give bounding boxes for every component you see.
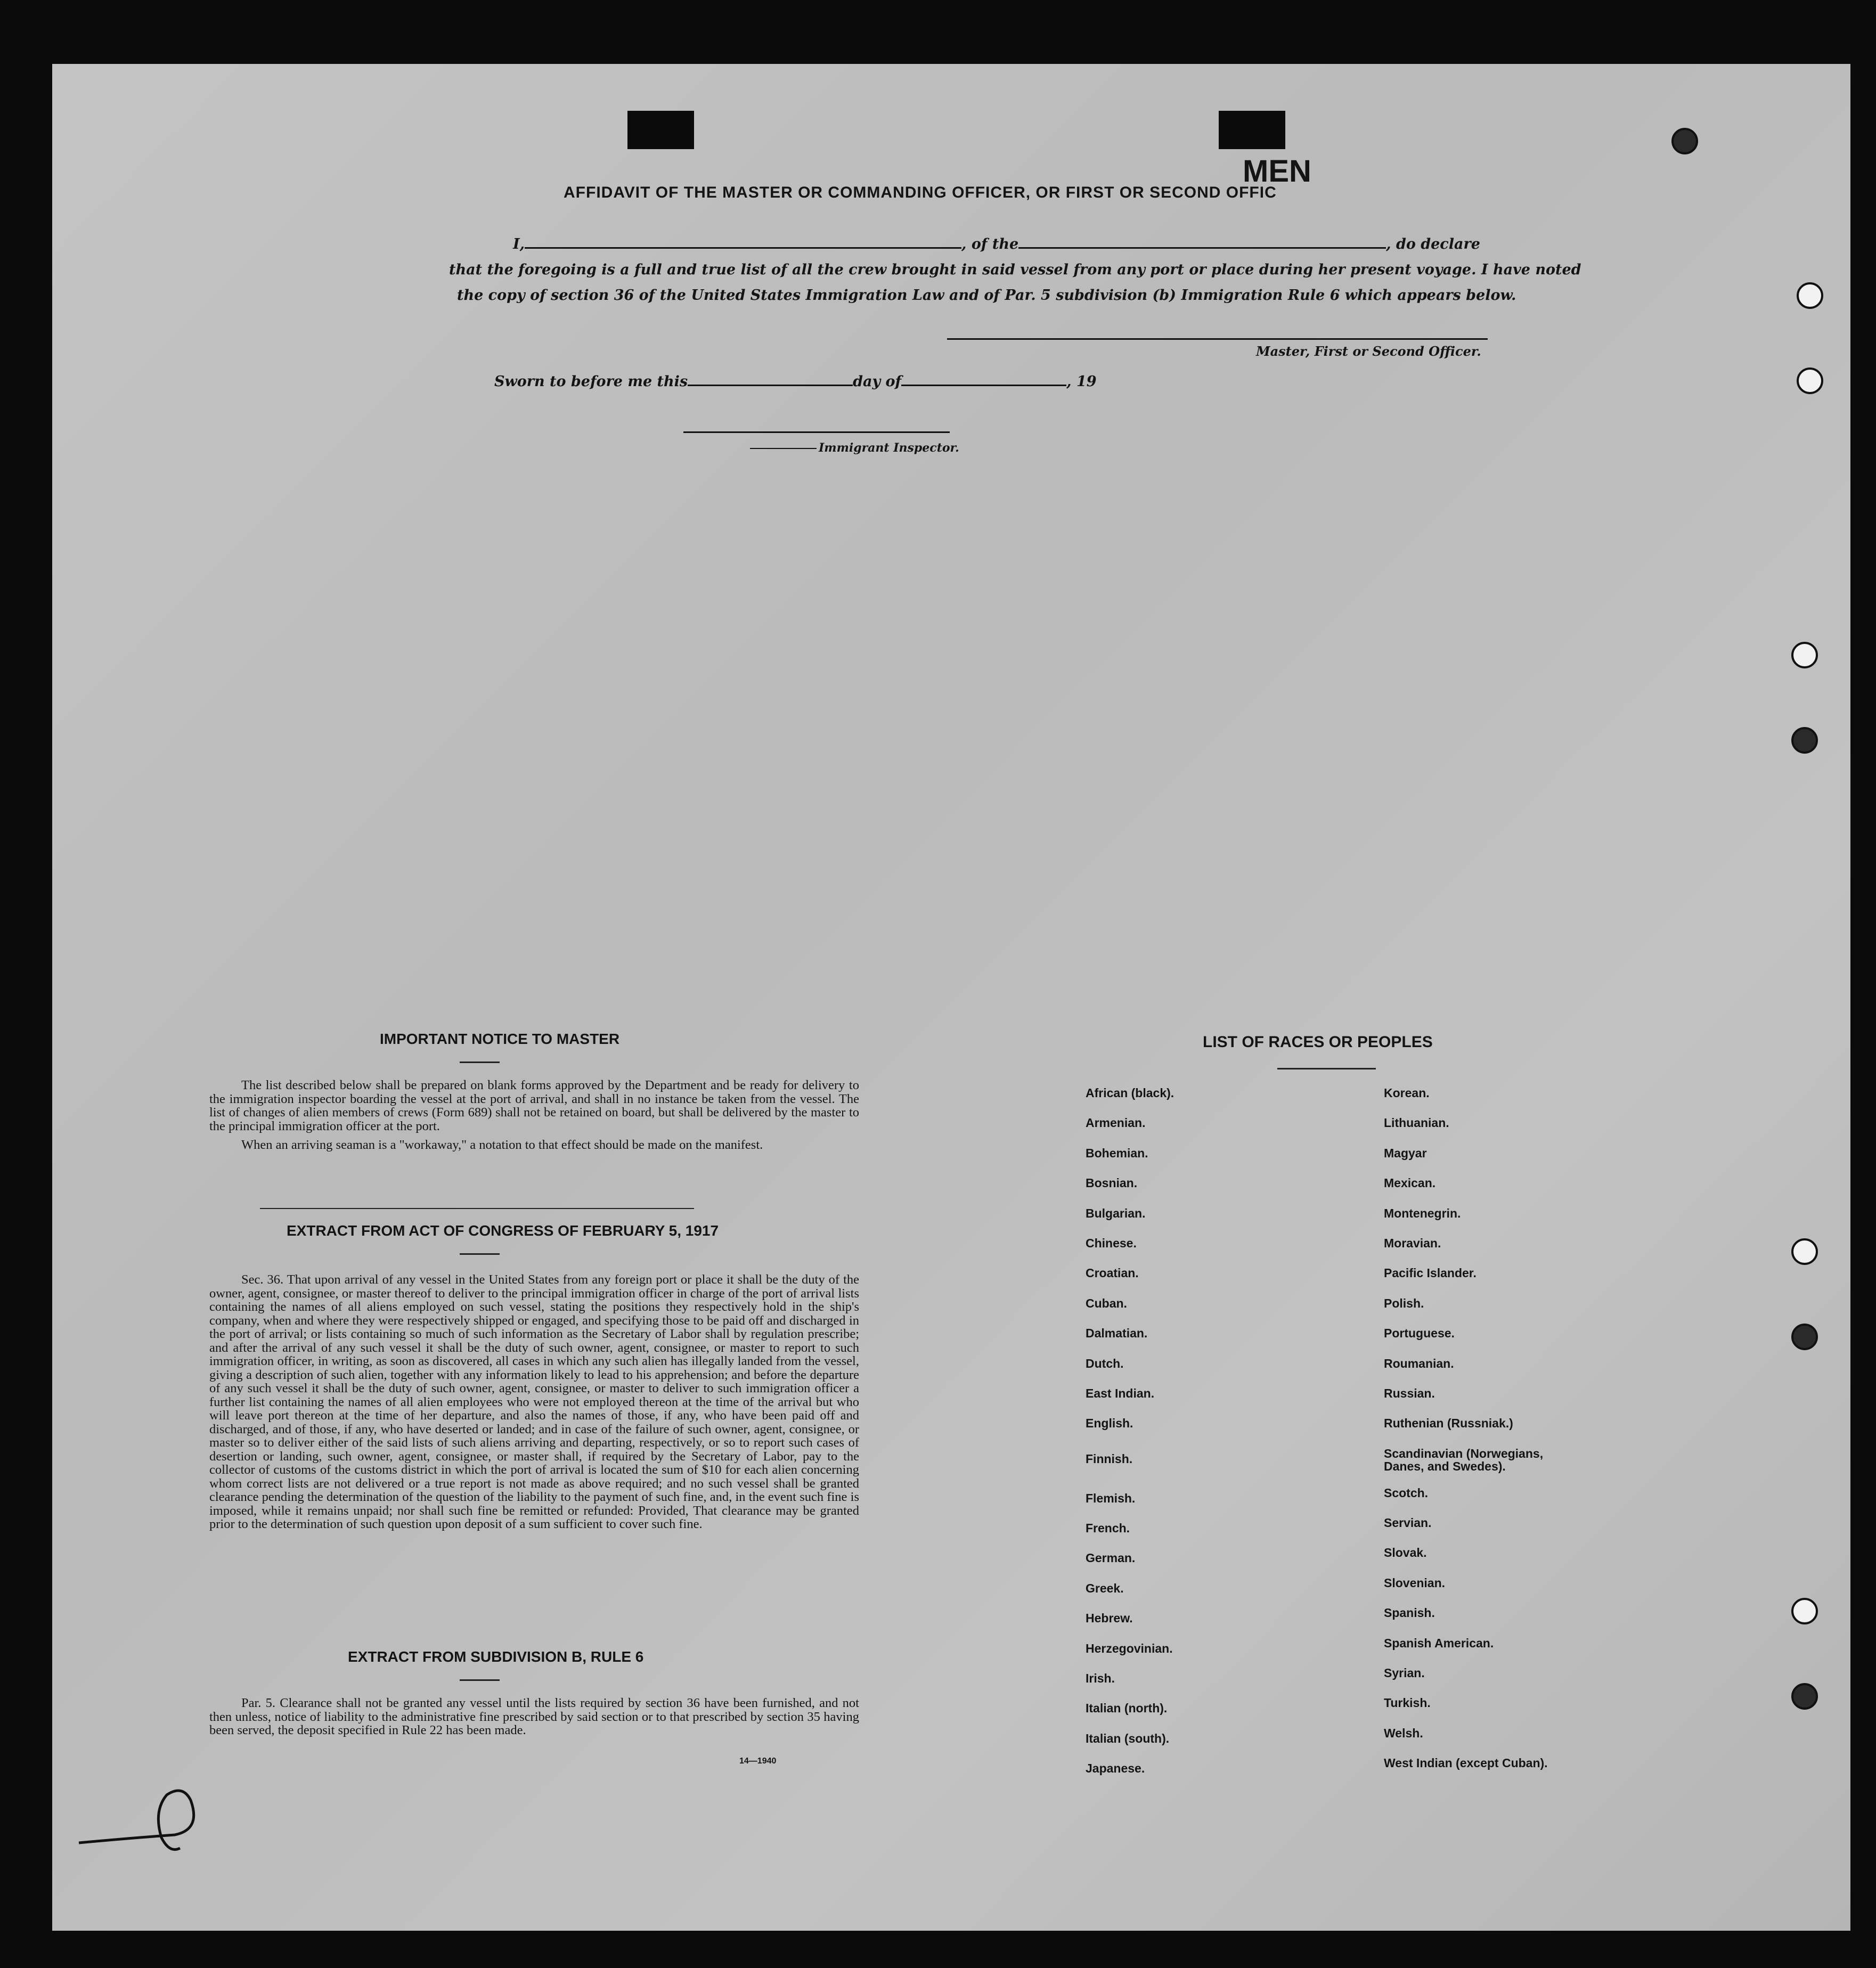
sworn-year: , 19 [1066, 373, 1097, 390]
declaration-line-3: the copy of section 36 of the United States Immigration Law and of Par. 5 subdivision (b) Immigration Rule 6 which appears below. [457, 287, 1516, 304]
sworn-statement [494, 372, 1097, 390]
notice-paragraph-2: When an arriving seaman is a "workaway," a notation to that effect should be made on the manifest. [241, 1138, 763, 1152]
manifest-sheet [52, 64, 1850, 1931]
pen-mark [74, 1779, 233, 1875]
race-item: Moravian. [1384, 1236, 1441, 1250]
notice-body [209, 1079, 859, 1157]
race-item: Spanish. [1384, 1606, 1435, 1620]
form-number: 14—1940 [739, 1757, 777, 1766]
race-item: Bohemian. [1086, 1146, 1148, 1160]
extract-rule-title: EXTRACT FROM SUBDIVISION B, RULE 6 [348, 1648, 644, 1665]
races-left-column [1086, 1087, 1174, 1792]
notice-paragraph-1: The list described below shall be prepared on blank forms approved by the Department and be ready for delivery to the immigration inspector boarding the vessel at the port of arrival, and shall in no instance be taken from the vessel. The list of changes of alien members of crews (Form 689) shall not be retained on board, but shall be delivered by the master to the principal immigration officer at the port. [209, 1078, 859, 1133]
race-item: Welsh. [1384, 1726, 1423, 1740]
signature-line [947, 338, 1488, 340]
extract-rule-body [209, 1696, 859, 1743]
race-item: Russian. [1384, 1386, 1435, 1400]
binder-hole [1791, 727, 1818, 754]
binder-hole [1797, 368, 1823, 394]
race-item: Portuguese. [1384, 1326, 1455, 1341]
race-item: Japanese. [1086, 1761, 1145, 1776]
race-item: Korean. [1384, 1086, 1430, 1100]
race-item: Dutch. [1086, 1356, 1124, 1370]
races-right-column [1384, 1087, 1548, 1787]
race-item: German. [1086, 1551, 1136, 1565]
race-item: Hebrew. [1086, 1611, 1133, 1626]
races-rule [1277, 1068, 1376, 1069]
day-blank [688, 372, 853, 386]
extract-act-title: EXTRACT FROM ACT OF CONGRESS OF FEBRUARY 5, 1917 [287, 1222, 719, 1239]
race-item: Lithuanian. [1384, 1116, 1449, 1130]
race-item: Pacific Islander. [1384, 1266, 1477, 1280]
par-5-text: Par. 5. Clearance shall not be granted any vessel until the lists required by section 36 have been furnished, and not then unless, notice of liability to the administrative fine prescribed by said section or to that prescribed by section 35 having been served, the deposit specified in Rule 22 has been made. [209, 1696, 859, 1737]
declaration-of-the: , of the [961, 236, 1019, 252]
race-item: Cuban. [1086, 1296, 1127, 1310]
race-item: Irish. [1086, 1671, 1115, 1686]
race-item: Slovenian. [1384, 1575, 1446, 1590]
race-item: West Indian (except Cuban). [1384, 1756, 1548, 1770]
race-item: Ruthenian (Russniak.) [1384, 1416, 1513, 1431]
race-item: Servian. [1384, 1516, 1432, 1530]
races-title: LIST OF RACES OR PEOPLES [1203, 1033, 1433, 1051]
inspector-label: Immigrant Inspector. [819, 441, 959, 455]
race-item: Turkish. [1384, 1696, 1431, 1710]
declaration-i: I, [513, 236, 525, 252]
race-item: Magyar [1384, 1146, 1427, 1160]
race-item: Finnish. [1086, 1451, 1133, 1466]
affidavit-declaration [449, 232, 1581, 308]
partial-heading: MEN [1243, 154, 1311, 189]
race-item: Italian (north). [1086, 1701, 1168, 1716]
binder-hole [1671, 128, 1698, 154]
race-item: French. [1086, 1521, 1130, 1536]
race-item: Mexican. [1384, 1176, 1436, 1190]
declaration-do-declare: , do declare [1386, 236, 1480, 252]
binder-hole [1791, 1324, 1818, 1350]
notice-title: IMPORTANT NOTICE TO MASTER [380, 1031, 620, 1047]
race-item: Bulgarian. [1086, 1206, 1146, 1220]
race-item: Slovak. [1384, 1546, 1427, 1560]
race-item: East Indian. [1086, 1386, 1155, 1400]
section-36-text: Sec. 36. That upon arrival of any vessel in the United States from any foreign port or place it shall be the duty of the owner, agent, consignee, or master thereof to deliver to the principal immigration officer in charge of the port of arrival lists containing the names of all aliens employed on such vessel, stating the positions they respectively hold in the ship's company, when and where they were respectively shipped or engaged, and specifying those to be paid off and discharged in the port of arrival; or lists containing so much of such information as the Secretary of Labor shall by regulation prescribe; and after the arrival of any such vessel it shall be the duty of such owner, agent, consignee, or master to report to such immigration officer, in writing, as soon as discovered, all cases in which any such alien has illegally landed from the vessel, giving a description of such alien, together with any information likely to lead to his apprehension; and before the departure of any such vessel it shall be the duty of such owner, agent, consignee, or master to deliver to such immigration officer a further list containing the names of all alien employees who were not employed thereon at the time of the arrival but who will leave port thereon at the time of her departure, and also the names of those, if any, who have been paid off and discharged, and of those, if any, who have deserted or landed; and in case of the failure of such owner, agent, consignee, or master so to deliver either of the said lists of such aliens arriving and departing, respectively, or so to report such cases of desertion or landing, such owner, agent, consignee, or master shall, if required by the Secretary of Labor, pay to the collector of customs of the customs district in which the port of arrival is located the sum of $10 for each alien concerning whom correct lists are not delivered or a true report is not made as above required; and no such vessel shall be granted clearance pending the determination of the question of the liability to the payment of such fine, and, in the event such fine is imposed, while it remains unpaid; nor shall such fine be remitted or refunded: Provided, That clearance may be granted prior to the determination of such question upon deposit of a sum sufficient to cover such fine. [209, 1272, 859, 1531]
race-item: Polish. [1384, 1296, 1424, 1310]
month-blank [901, 372, 1066, 386]
race-item: Flemish. [1086, 1491, 1136, 1505]
inspector-signature-line [683, 431, 950, 433]
affidavit-title: AFFIDAVIT OF THE MASTER OR COMMANDING OFFICER, OR FIRST OR SECOND OFFIC [564, 184, 1277, 201]
inspector-label-wrap [750, 441, 959, 455]
binder-hole [1797, 282, 1823, 309]
race-item: Spanish American. [1384, 1636, 1494, 1650]
signature-label: Master, First or Second Officer. [1256, 344, 1481, 359]
race-item: Syrian. [1384, 1666, 1425, 1680]
binder-hole [1791, 1238, 1818, 1265]
binder-tab-left [627, 111, 694, 149]
race-item: Montenegrin. [1384, 1206, 1461, 1220]
sworn-text: Sworn to before me this [494, 373, 688, 390]
race-item: Croatian. [1086, 1266, 1139, 1280]
race-item: Roumanian. [1384, 1356, 1454, 1370]
race-item: Armenian. [1086, 1116, 1146, 1130]
race-item: Italian (south). [1086, 1731, 1170, 1745]
race-item: Scandinavian (Norwegians, Danes, and Swedes). [1384, 1446, 1544, 1473]
race-item: Bosnian. [1086, 1176, 1138, 1190]
sworn-day-of: day of [853, 373, 902, 390]
race-item: Greek. [1086, 1581, 1124, 1595]
race-item: African (black). [1086, 1086, 1174, 1100]
binder-hole [1791, 1683, 1818, 1710]
race-item: Scotch. [1384, 1485, 1429, 1500]
binder-tab-right [1219, 111, 1285, 149]
race-item: English. [1086, 1416, 1133, 1431]
binder-hole [1791, 642, 1818, 668]
extract-act-rule [460, 1253, 500, 1255]
race-item: Chinese. [1086, 1236, 1137, 1250]
vessel-blank [1018, 234, 1386, 249]
name-blank [525, 234, 961, 249]
extract-rule-rule [460, 1679, 500, 1681]
extract-act-body [209, 1273, 859, 1537]
race-item: Dalmatian. [1086, 1326, 1148, 1341]
binder-hole [1791, 1598, 1818, 1624]
notice-rule [460, 1061, 500, 1063]
declaration-line-2: that the foregoing is a full and true list of all the crew brought in said vessel from any port or place during her present voyage. I have noted [449, 262, 1581, 278]
notice-divider [260, 1208, 694, 1209]
race-item: Herzegovinian. [1086, 1641, 1173, 1655]
